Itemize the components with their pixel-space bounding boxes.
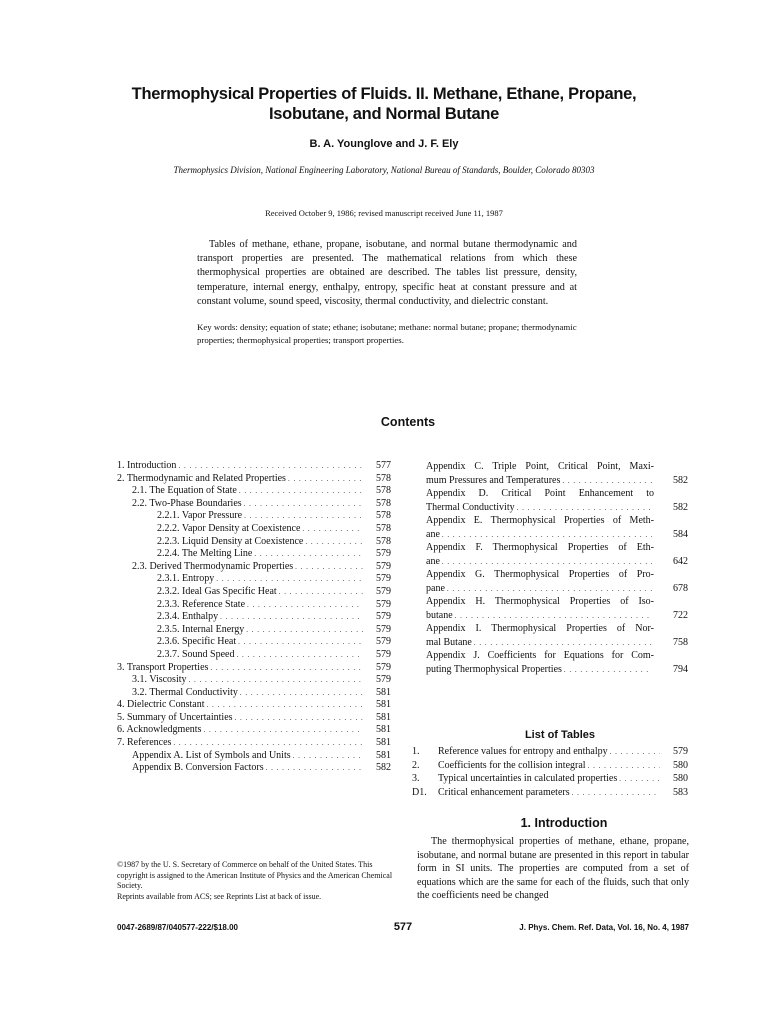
toc-entry-label: Derived Thermodynamic Properties xyxy=(149,560,294,572)
dot-leader xyxy=(216,573,363,586)
keywords: Key words: density; equation of state; ethane; isobutane; methane: normal butane; propane; thermodynamic properties; thermophysical properties; transport properties. xyxy=(197,322,577,345)
table-list-entry xyxy=(412,786,688,800)
dot-leader xyxy=(220,611,363,624)
toc-appendix-entry xyxy=(426,649,688,676)
toc-entry-page: 578 xyxy=(376,497,391,509)
toc-entry-title xyxy=(117,662,208,675)
toc-entry-label: Vapor Density at Coexistence xyxy=(181,522,301,534)
dot-leader xyxy=(178,460,363,473)
toc-entry-title xyxy=(157,573,214,586)
toc-entry-page: 581 xyxy=(376,686,391,698)
appendix-line-1: Appendix D. Critical Point Enhancement to xyxy=(426,488,654,499)
toc-entry-title xyxy=(157,510,242,523)
table-label: Critical enhancement parameters xyxy=(438,786,570,798)
toc-entry-title xyxy=(157,536,303,549)
dot-leader xyxy=(293,750,363,763)
appendix-page: 582 xyxy=(673,474,688,486)
toc-entry-label: Liquid Density at Coexistence xyxy=(182,535,304,547)
abstract xyxy=(197,238,577,309)
toc-entry-label: Ideal Gas Specific Heat xyxy=(182,585,277,597)
toc-entry xyxy=(117,586,391,599)
author-affiliation: Thermophysics Division, National Engineering Laboratory, National Bureau of Standards, Boulder, Colorado 80303 xyxy=(173,165,595,175)
appendix-line-2-text: Thermal Conductivity xyxy=(426,501,515,513)
appendix-line-2-text: mal Butane xyxy=(426,636,472,648)
table-label: Typical uncertainties in calculated properties xyxy=(438,773,618,784)
toc-entry xyxy=(117,611,391,624)
appendix-line-2 xyxy=(426,609,688,623)
dot-leader xyxy=(254,548,363,561)
dot-leader xyxy=(203,724,363,737)
toc-entry-title xyxy=(157,636,236,649)
toc-appendix-list xyxy=(426,460,688,676)
toc-entry-number: 2.3.1. xyxy=(157,573,182,585)
toc-entry-title xyxy=(132,687,238,700)
appendix-line-2-text: puting Thermophysical Properties xyxy=(426,663,562,675)
toc-appendix-entry xyxy=(426,487,688,514)
appendix-line-2-text: ane xyxy=(426,528,440,540)
toc-entry-page: 581 xyxy=(376,724,391,736)
toc-entry-page: 578 xyxy=(376,535,391,547)
dot-leader xyxy=(235,712,363,725)
toc-entry xyxy=(117,624,391,637)
toc-entry-title xyxy=(157,599,245,612)
toc-entry-number: 2.3.4. xyxy=(157,611,182,623)
introduction-text xyxy=(417,835,689,903)
contents-heading: Contents xyxy=(380,415,436,429)
toc-entry-page: 579 xyxy=(376,661,391,673)
appendix-line-1: Appendix G. Thermophysical Properties of Pro- xyxy=(426,569,654,580)
table-label: Coefficients for the collision integral xyxy=(438,759,586,771)
appendix-line-1: Appendix H. Thermophysical Properties of Iso- xyxy=(426,596,654,607)
appendix-line-2 xyxy=(426,636,688,650)
toc-entry xyxy=(117,460,391,473)
toc-entry-label: The Melting Line xyxy=(181,548,253,560)
toc-entry xyxy=(117,599,391,612)
footer-code: 0047-2689/87/040577-222/$18.00 xyxy=(117,923,238,932)
appendix-line-1: Appendix F. Thermophysical Properties of Eth- xyxy=(426,542,654,553)
toc-appendix-entry xyxy=(426,541,688,568)
table-page: 579 xyxy=(673,746,688,757)
toc-entry-label: Acknowledgments xyxy=(126,724,202,736)
toc-entry-number: 2.3.2. xyxy=(157,585,182,597)
toc-entry-label: Specific Heat xyxy=(182,636,237,648)
toc-entry-title xyxy=(117,712,233,725)
dot-leader xyxy=(305,536,363,549)
toc-entry-title xyxy=(157,586,277,599)
dot-leader xyxy=(247,599,363,612)
appendix-line-2 xyxy=(426,501,688,515)
toc-entry-page: 579 xyxy=(376,611,391,623)
toc-entry-label: Enthalpy xyxy=(182,611,219,623)
dot-leader xyxy=(562,475,652,489)
appendix-page: 794 xyxy=(673,663,688,675)
toc-entry-title xyxy=(117,724,201,737)
toc-entry-label: The Equation of State xyxy=(149,485,237,497)
toc-entry-number: 2.2.3. xyxy=(157,535,182,547)
toc-entry-number: 5. xyxy=(117,711,127,723)
table-number: 1. xyxy=(412,746,420,757)
table-page: 583 xyxy=(673,786,688,798)
toc-entry-page: 578 xyxy=(376,485,391,497)
table-page: 580 xyxy=(673,759,688,771)
toc-entry xyxy=(117,674,391,687)
toc-entry-title xyxy=(132,485,237,498)
copyright-line: ©1987 by the U. S. Secretary of Commerce on behalf of the United States. This copyright is assigned to the American Institute of Physics and the American Chemical Society. xyxy=(117,860,393,891)
toc-entry xyxy=(117,473,391,486)
toc-entry-page: 581 xyxy=(376,711,391,723)
toc-appendix-entry xyxy=(426,460,688,487)
toc-appendix-entry xyxy=(426,568,688,595)
toc-entry-number: 3.2. xyxy=(132,686,150,698)
toc-entry-label: Two-Phase Boundaries xyxy=(149,497,242,509)
page-number: 577 xyxy=(393,921,413,933)
received-date: Received October 9, 1986; revised manuscript received June 11, 1987 xyxy=(265,208,503,218)
appendix-line-2 xyxy=(426,582,688,596)
toc-entry-page: 579 xyxy=(376,623,391,635)
toc-entry-title xyxy=(132,674,187,687)
toc-entry-page: 581 xyxy=(376,699,391,711)
toc-entry-label: Introduction xyxy=(127,460,177,471)
toc-entry-title xyxy=(132,762,264,775)
dot-leader xyxy=(455,610,652,624)
toc-entry xyxy=(117,548,391,561)
toc-entry xyxy=(117,536,391,549)
toc-entry-label: Appendix B. Conversion Factors xyxy=(132,762,264,774)
toc-entry-label: Sound Speed xyxy=(182,648,235,660)
toc-entry-number: 3.1. xyxy=(132,674,150,686)
table-number: 3. xyxy=(412,773,420,784)
toc-entry xyxy=(117,485,391,498)
toc-entry-number: 2.2. xyxy=(132,497,150,509)
toc-entry-title xyxy=(157,548,252,561)
toc-entry xyxy=(117,699,391,712)
dot-leader xyxy=(442,556,652,570)
toc-entry-number: 2.3.3. xyxy=(157,598,182,610)
toc-entry-page: 579 xyxy=(376,636,391,648)
appendix-line-2 xyxy=(426,663,688,677)
toc-entry-number: 2. xyxy=(117,472,127,484)
toc-entry-label: Dielectric Constant xyxy=(127,699,205,711)
dot-leader xyxy=(588,760,660,774)
toc-entry-title xyxy=(157,649,235,662)
table-number: D1. xyxy=(412,786,427,798)
appendix-line-2 xyxy=(426,474,688,488)
toc-entry-title xyxy=(132,498,242,511)
appendix-line-2 xyxy=(426,528,688,542)
paper-authors: B. A. Younglove and J. F. Ely xyxy=(309,138,459,150)
table-number: 2. xyxy=(412,759,420,771)
toc-appendix-entry xyxy=(426,622,688,649)
toc-entry-title xyxy=(132,750,291,763)
toc-entry-number: 2.2.2. xyxy=(157,522,182,534)
toc-entry-page: 577 xyxy=(376,460,391,471)
toc-entry xyxy=(117,636,391,649)
toc-entry xyxy=(117,649,391,662)
toc-entry xyxy=(117,724,391,737)
toc-appendix-entry xyxy=(426,514,688,541)
dot-leader xyxy=(206,699,363,712)
toc-entry-page: 579 xyxy=(376,585,391,597)
toc-entry-title xyxy=(157,624,244,637)
appendix-page: 584 xyxy=(673,528,688,540)
toc-entry-number: 2.2.4. xyxy=(157,548,182,560)
toc-entry xyxy=(117,737,391,750)
dot-leader xyxy=(610,746,660,760)
toc-entry-title xyxy=(157,523,300,536)
appendix-page: 582 xyxy=(673,501,688,513)
toc-entry xyxy=(117,573,391,586)
dot-leader xyxy=(474,637,652,651)
list-of-tables xyxy=(412,745,688,799)
toc-entry xyxy=(117,750,391,763)
toc-entry-page: 582 xyxy=(376,762,391,774)
toc-entry-number: 7. xyxy=(117,737,127,749)
dot-leader xyxy=(173,737,363,750)
table-page: 580 xyxy=(673,773,688,784)
reprints-line: Reprints available from ACS; see Reprints List at back of issue. xyxy=(117,891,322,901)
toc-entry-title xyxy=(132,561,293,574)
appendix-line-2-text: mum Pressures and Temperatures xyxy=(426,474,561,486)
toc-entry-title xyxy=(157,611,218,624)
toc-appendix-entry xyxy=(426,595,688,622)
toc-entry-page: 579 xyxy=(376,548,391,560)
toc-entry-label: Vapor Pressure xyxy=(181,510,243,522)
appendix-page: 758 xyxy=(673,636,688,648)
appendix-line-1: Appendix J. Coefficients for Equations for Com- xyxy=(426,650,654,661)
toc-entry-title xyxy=(117,699,204,712)
toc-entry-label: Summary of Uncertainties xyxy=(127,711,233,723)
dot-leader xyxy=(189,674,363,687)
copyright-notice xyxy=(117,860,399,902)
toc-entry-number: 3. xyxy=(117,661,127,673)
dot-leader xyxy=(246,624,363,637)
appendix-page: 678 xyxy=(673,582,688,594)
toc-entry xyxy=(117,510,391,523)
toc-entry-number: 2.3.5. xyxy=(157,623,182,635)
appendix-line-2-text: butane xyxy=(426,609,453,621)
toc-entry xyxy=(117,762,391,775)
dot-leader xyxy=(238,636,363,649)
list-of-tables-heading: List of Tables xyxy=(524,729,596,741)
toc-entry-page: 579 xyxy=(376,674,391,686)
dot-leader xyxy=(447,583,652,597)
toc-entry-page: 579 xyxy=(376,560,391,572)
toc-entry-label: Thermodynamic and Related Properties xyxy=(126,472,286,484)
toc-entry-number: 2.1. xyxy=(132,485,150,497)
appendix-line-1: Appendix E. Thermophysical Properties of Meth- xyxy=(426,515,654,526)
section-heading-introduction: 1. Introduction xyxy=(520,816,608,830)
dot-leader xyxy=(564,664,652,678)
introduction-paragraph: The thermophysical properties of methane, ethane, propane, isobutane, and normal butane are presented in this report in tabular form in SI units. The properties are computed from a set of equations which are the same for each of the fluids, such that only the coefficients need be changed xyxy=(417,836,689,902)
appendix-line-2-text: ane xyxy=(426,555,440,567)
table-label: Reference values for entropy and enthalpy xyxy=(438,746,608,757)
journal-citation: J. Phys. Chem. Ref. Data, Vol. 16, No. 4, 1987 xyxy=(519,923,689,932)
dot-leader xyxy=(517,502,652,516)
toc-entry xyxy=(117,712,391,725)
dot-leader xyxy=(244,498,363,511)
toc-entry xyxy=(117,498,391,511)
appendix-page: 722 xyxy=(673,609,688,621)
toc-entry-number: 6. xyxy=(117,724,127,736)
dot-leader xyxy=(240,687,363,700)
table-list-entry xyxy=(412,772,688,786)
toc-entry-label: Thermal Conductivity xyxy=(149,686,238,698)
dot-leader xyxy=(266,762,363,775)
toc-entry-label: Internal Energy xyxy=(182,623,245,635)
toc-entry-page: 578 xyxy=(376,472,391,484)
appendix-line-1: Appendix C. Triple Point, Critical Point, Maxi- xyxy=(426,461,654,472)
appendix-page: 642 xyxy=(673,555,688,567)
toc-entry-label: Transport Properties xyxy=(126,661,209,673)
toc-entry-label: Viscosity xyxy=(149,674,187,686)
toc-entry-number: 1. xyxy=(117,460,127,471)
appendix-line-2 xyxy=(426,555,688,569)
toc-entry-page: 579 xyxy=(376,648,391,660)
dot-leader xyxy=(237,649,364,662)
page-footer xyxy=(117,921,689,935)
dot-leader xyxy=(302,523,363,536)
toc-entry-number: 2.3.7. xyxy=(157,648,182,660)
toc-entry xyxy=(117,687,391,700)
dot-leader xyxy=(572,787,660,801)
toc-entry-number: 2.3.6. xyxy=(157,636,182,648)
toc-entry-page: 581 xyxy=(376,749,391,761)
toc-entry-page: 579 xyxy=(376,598,391,610)
toc-entry-label: References xyxy=(127,737,172,749)
dot-leader xyxy=(244,510,363,523)
dot-leader xyxy=(210,662,363,675)
table-list-entry xyxy=(412,759,688,773)
toc-main-list xyxy=(117,460,391,775)
dot-leader xyxy=(619,773,660,787)
toc-entry-number: 2.2.1. xyxy=(157,510,182,522)
dot-leader xyxy=(239,485,363,498)
abstract-text: Tables of methane, ethane, propane, isobutane, and normal butane thermodynamic and transport properties are presented. The mathematical relations from which these thermophysical properties are obtained are described. The tables list pressure, density, temperature, internal energy, enthalpy, entropy, specific heat at constant pressure and at constant volume, sound speed, viscosity, thermal conductivity, and dielectric constant. xyxy=(197,239,577,307)
toc-entry-title xyxy=(117,473,286,486)
toc-entry-page: 579 xyxy=(376,573,391,585)
paper-title: Thermophysical Properties of Fluids. II. Methane, Ethane, Propane, Isobutane, and Normal Butane xyxy=(131,85,637,123)
toc-entry xyxy=(117,662,391,675)
toc-entry-page: 578 xyxy=(376,522,391,534)
dot-leader xyxy=(279,586,363,599)
toc-entry-label: Reference State xyxy=(182,598,246,610)
toc-entry-label: Appendix A. List of Symbols and Units xyxy=(132,749,291,761)
dot-leader xyxy=(295,561,363,574)
toc-entry xyxy=(117,523,391,536)
table-list-entry xyxy=(412,745,688,759)
toc-entry-number: 2.3. xyxy=(132,560,150,572)
appendix-line-1: Appendix I. Thermophysical Properties of Nor- xyxy=(426,623,654,634)
toc-entry-page: 578 xyxy=(376,510,391,522)
toc-entry-number: 4. xyxy=(117,699,127,711)
toc-entry xyxy=(117,561,391,574)
toc-entry-page: 581 xyxy=(376,737,391,749)
toc-entry-title xyxy=(117,460,176,473)
dot-leader xyxy=(442,529,652,543)
dot-leader xyxy=(288,473,363,486)
appendix-line-2-text: pane xyxy=(426,582,445,594)
toc-entry-label: Entropy xyxy=(182,573,215,585)
toc-entry-title xyxy=(117,737,171,750)
